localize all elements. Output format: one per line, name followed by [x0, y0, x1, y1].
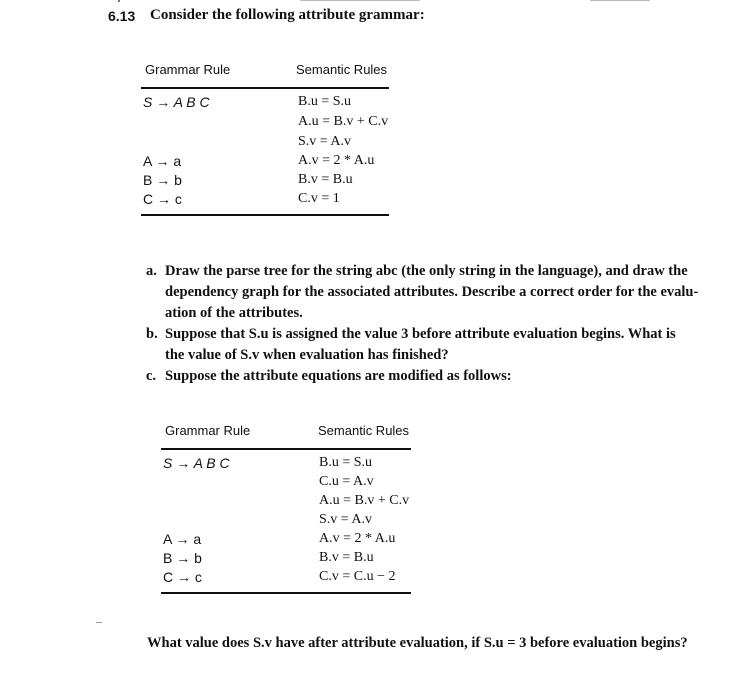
table2-grammar-row: S → A B C: [163, 455, 230, 471]
part-c-text: Suppose the attribute equations are modified as follows:: [165, 368, 512, 384]
table1-grammar-row: A → a: [143, 153, 182, 169]
part-b-text: Suppose that S.u is assigned the value 3 before attribute evaluation begins. What is: [165, 326, 676, 342]
part-a-text: ation of the attributes.: [165, 305, 303, 321]
table2-semantic-row: A.u = B.v + C.v: [319, 493, 410, 508]
table2-semantic-row: B.u = S.u: [319, 455, 373, 470]
part-a-text: dependency graph for the associated attributes. Describe a correct order for the evalu-: [165, 284, 699, 300]
table2-header-semantic: Semantic Rules: [318, 423, 410, 438]
table2-header-rule: [161, 448, 411, 450]
part-c-label: c.: [146, 368, 157, 384]
table2-semantic-row: C.v = C.u − 2: [319, 569, 396, 584]
part-a-label: a.: [146, 263, 157, 279]
table2-semantic-row: B.v = B.u: [319, 550, 374, 565]
table1-semantic-row: A.u = B.v + C.v: [298, 114, 389, 129]
part-a-text: Draw the parse tree for the string abc (the only string in the language), and draw the: [165, 263, 688, 279]
table1-semantic-row: B.v = B.u: [298, 172, 353, 187]
table1-semantic-row: A.v = 2 * A.u: [298, 153, 375, 168]
table2-grammar-row: A → a: [163, 531, 202, 547]
table1-grammar-row: B → b: [143, 172, 182, 188]
table2-grammar-row: C → c: [163, 569, 202, 585]
table2-semantic-row: A.v = 2 * A.u: [319, 531, 396, 546]
table1-grammar-row: S → A B C: [143, 94, 210, 110]
final-question: What value does S.v have after attribute evaluation, if S.u = 3 before evaluation begins?: [147, 635, 688, 651]
table1-semantic-row: B.u = S.u: [298, 94, 352, 109]
table2-grammar-row: B → b: [163, 550, 202, 566]
table1-grammar-row: C → c: [143, 191, 182, 207]
table1-header-rule: [141, 87, 389, 89]
table1-bottom-rule: [141, 214, 389, 216]
table2-semantic-row: C.u = A.v: [319, 474, 374, 489]
part-b-text: the value of S.v when evaluation has finished?: [165, 347, 449, 363]
part-b-label: b.: [146, 326, 158, 342]
clipped-text-remnant: [0, 0, 755, 4]
table2-header-grammar: Grammar Rule: [165, 423, 251, 438]
problem-number: 6.13: [108, 8, 136, 24]
problem-intro: Consider the following attribute grammar:: [150, 7, 425, 23]
table1-semantic-row: S.v = A.v: [298, 134, 352, 149]
margin-mark: [96, 622, 102, 623]
table1-header-grammar: Grammar Rule: [145, 62, 231, 77]
table1-header-semantic: Semantic Rules: [296, 62, 388, 77]
table1-semantic-row: C.v = 1: [298, 191, 340, 206]
table2-bottom-rule: [161, 592, 411, 594]
table2-semantic-row: S.v = A.v: [319, 512, 373, 527]
